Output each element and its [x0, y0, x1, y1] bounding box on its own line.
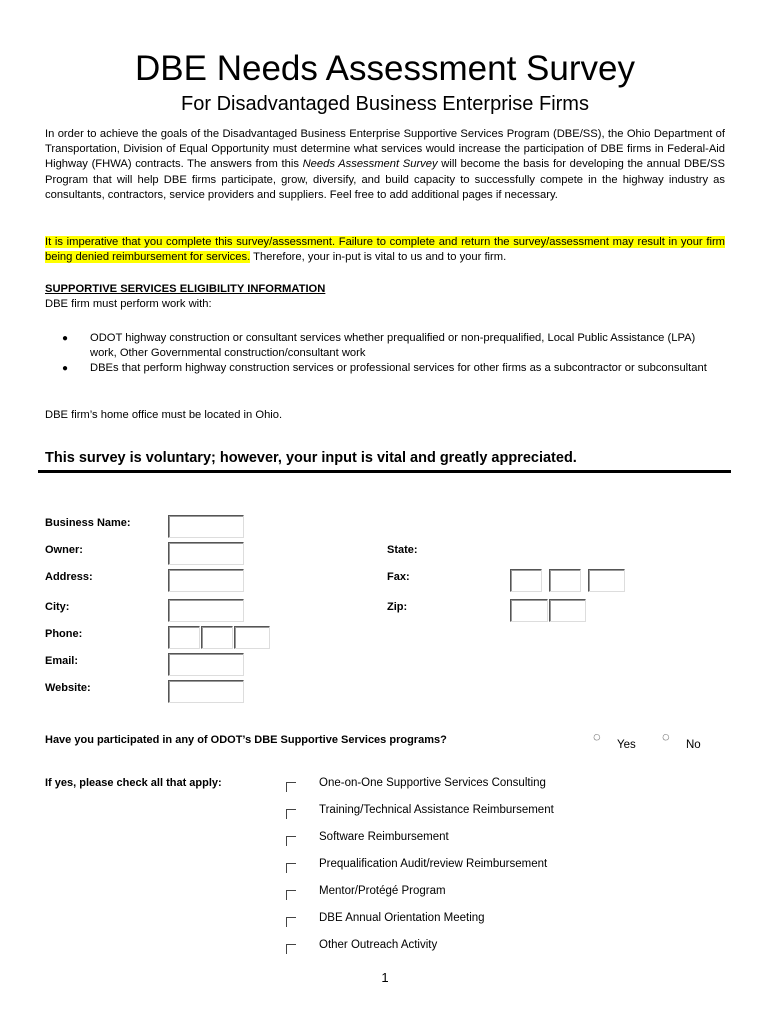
home-office-note: DBE firm’s home office must be located in Ohio.	[45, 409, 283, 421]
voluntary-statement: This survey is voluntary; however, your input is vital and greatly appreciated.	[45, 450, 577, 466]
checkbox-label: Mentor/Protégé Program	[319, 885, 446, 897]
state-label: State:	[387, 544, 418, 556]
owner-input[interactable]	[168, 542, 244, 565]
address-label: Address:	[45, 571, 93, 583]
bullet-icon: ●	[62, 363, 69, 374]
checkbox-label: Training/Technical Assistance Reimbursement	[319, 804, 554, 816]
city-input[interactable]	[168, 599, 244, 622]
radio-no[interactable]: ◌	[662, 729, 670, 744]
eligibility-subheading: DBE firm must perform work with:	[45, 298, 212, 310]
website-label: Website:	[45, 682, 91, 694]
checkbox-prequalification[interactable]	[286, 863, 296, 873]
business-name-input[interactable]	[168, 515, 244, 538]
zip-input[interactable]	[510, 599, 548, 622]
radio-no-label: No	[686, 739, 701, 751]
intro-italic: Needs Assessment Survey	[302, 158, 438, 171]
imperative-highlight: It is imperative that you complete this survey/assessment. Failure to complete and return the survey/assessment may result in your firm being denied reimbursement for services.	[45, 236, 725, 264]
city-label: City:	[45, 601, 70, 613]
address-input[interactable]	[168, 569, 244, 592]
checkbox-orientation[interactable]	[286, 917, 296, 927]
bullet-text: ODOT highway construction or consultant services whether prequalified or non-prequalified, Local Public Assistance (LPA) work, Other Governmental construction/consultant work	[90, 332, 696, 359]
participation-question: Have you participated in any of ODOT’s DBE Supportive Services programs?	[45, 734, 447, 746]
fax-label: Fax:	[387, 571, 410, 583]
checkbox-label: One-on-One Supportive Services Consulting	[319, 777, 546, 789]
owner-label: Owner:	[45, 544, 83, 556]
business-name-label: Business Name:	[45, 517, 131, 529]
checkbox-software[interactable]	[286, 836, 296, 846]
bullet-icon: ●	[62, 333, 69, 344]
checkbox-label: Other Outreach Activity	[319, 939, 438, 951]
checkbox-label: DBE Annual Orientation Meeting	[319, 912, 485, 924]
checkbox-label: Prequalification Audit/review Reimbursement	[319, 858, 548, 870]
page-subtitle: For Disadvantaged Business Enterprise Firms	[181, 93, 589, 115]
intro-paragraph	[45, 127, 725, 203]
phone-line-input[interactable]	[234, 626, 270, 649]
intro-text-2: will become the basis for developing the annual DBE/SS Program that will help DBE firms participate, grow, diversify, and build capacity to successfully compete in the highway industry as consultants, contractors, service providers and suppliers. Feel free to add additional pages if necessary.	[45, 158, 725, 201]
page-number: 1	[381, 970, 389, 985]
imperative-rest: Therefore, your in-put is vital to us and to your firm.	[250, 251, 507, 264]
list-item	[62, 361, 722, 376]
phone-area-code-input[interactable]	[168, 626, 200, 649]
email-label: Email:	[45, 655, 79, 667]
divider	[38, 470, 731, 473]
phone-label: Phone:	[45, 628, 83, 640]
radio-yes-label: Yes	[617, 739, 636, 751]
checkbox-training[interactable]	[286, 809, 296, 819]
page-title: DBE Needs Assessment Survey	[135, 49, 635, 88]
fax-prefix-input[interactable]	[549, 569, 581, 592]
phone-prefix-input[interactable]	[201, 626, 233, 649]
eligibility-list	[62, 331, 722, 376]
intro-text-1: In order to achieve the goals of the Disadvantaged Business Enterprise Supportive Services Program (DBE/SS), the Ohio Department of Transportation, Division of Equal Opportunity must determine what services would increase the participation of DBE firms in Federal-Aid Highway (FHWA) contracts. The answers from this	[45, 128, 725, 171]
eligibility-heading: SUPPORTIVE SERVICES ELIGIBILITY INFORMATION	[45, 283, 326, 295]
fax-area-code-input[interactable]	[510, 569, 542, 592]
checkbox-outreach[interactable]	[286, 944, 296, 954]
website-input[interactable]	[168, 680, 244, 703]
checklist-prompt: If yes, please check all that apply:	[45, 777, 222, 789]
email-input[interactable]	[168, 653, 244, 676]
imperative-paragraph	[45, 235, 725, 265]
fax-line-input[interactable]	[588, 569, 625, 592]
checkbox-label: Software Reimbursement	[319, 831, 449, 843]
checkbox-mentor[interactable]	[286, 890, 296, 900]
zip-ext-input[interactable]	[549, 599, 586, 622]
list-item	[62, 331, 722, 361]
bullet-text: DBEs that perform highway construction services or professional services for other firms as a subcontractor or subconsultant	[90, 362, 707, 374]
checkbox-one-on-one[interactable]	[286, 782, 296, 792]
radio-yes[interactable]: ◌	[593, 729, 601, 744]
zip-label: Zip:	[387, 601, 408, 613]
